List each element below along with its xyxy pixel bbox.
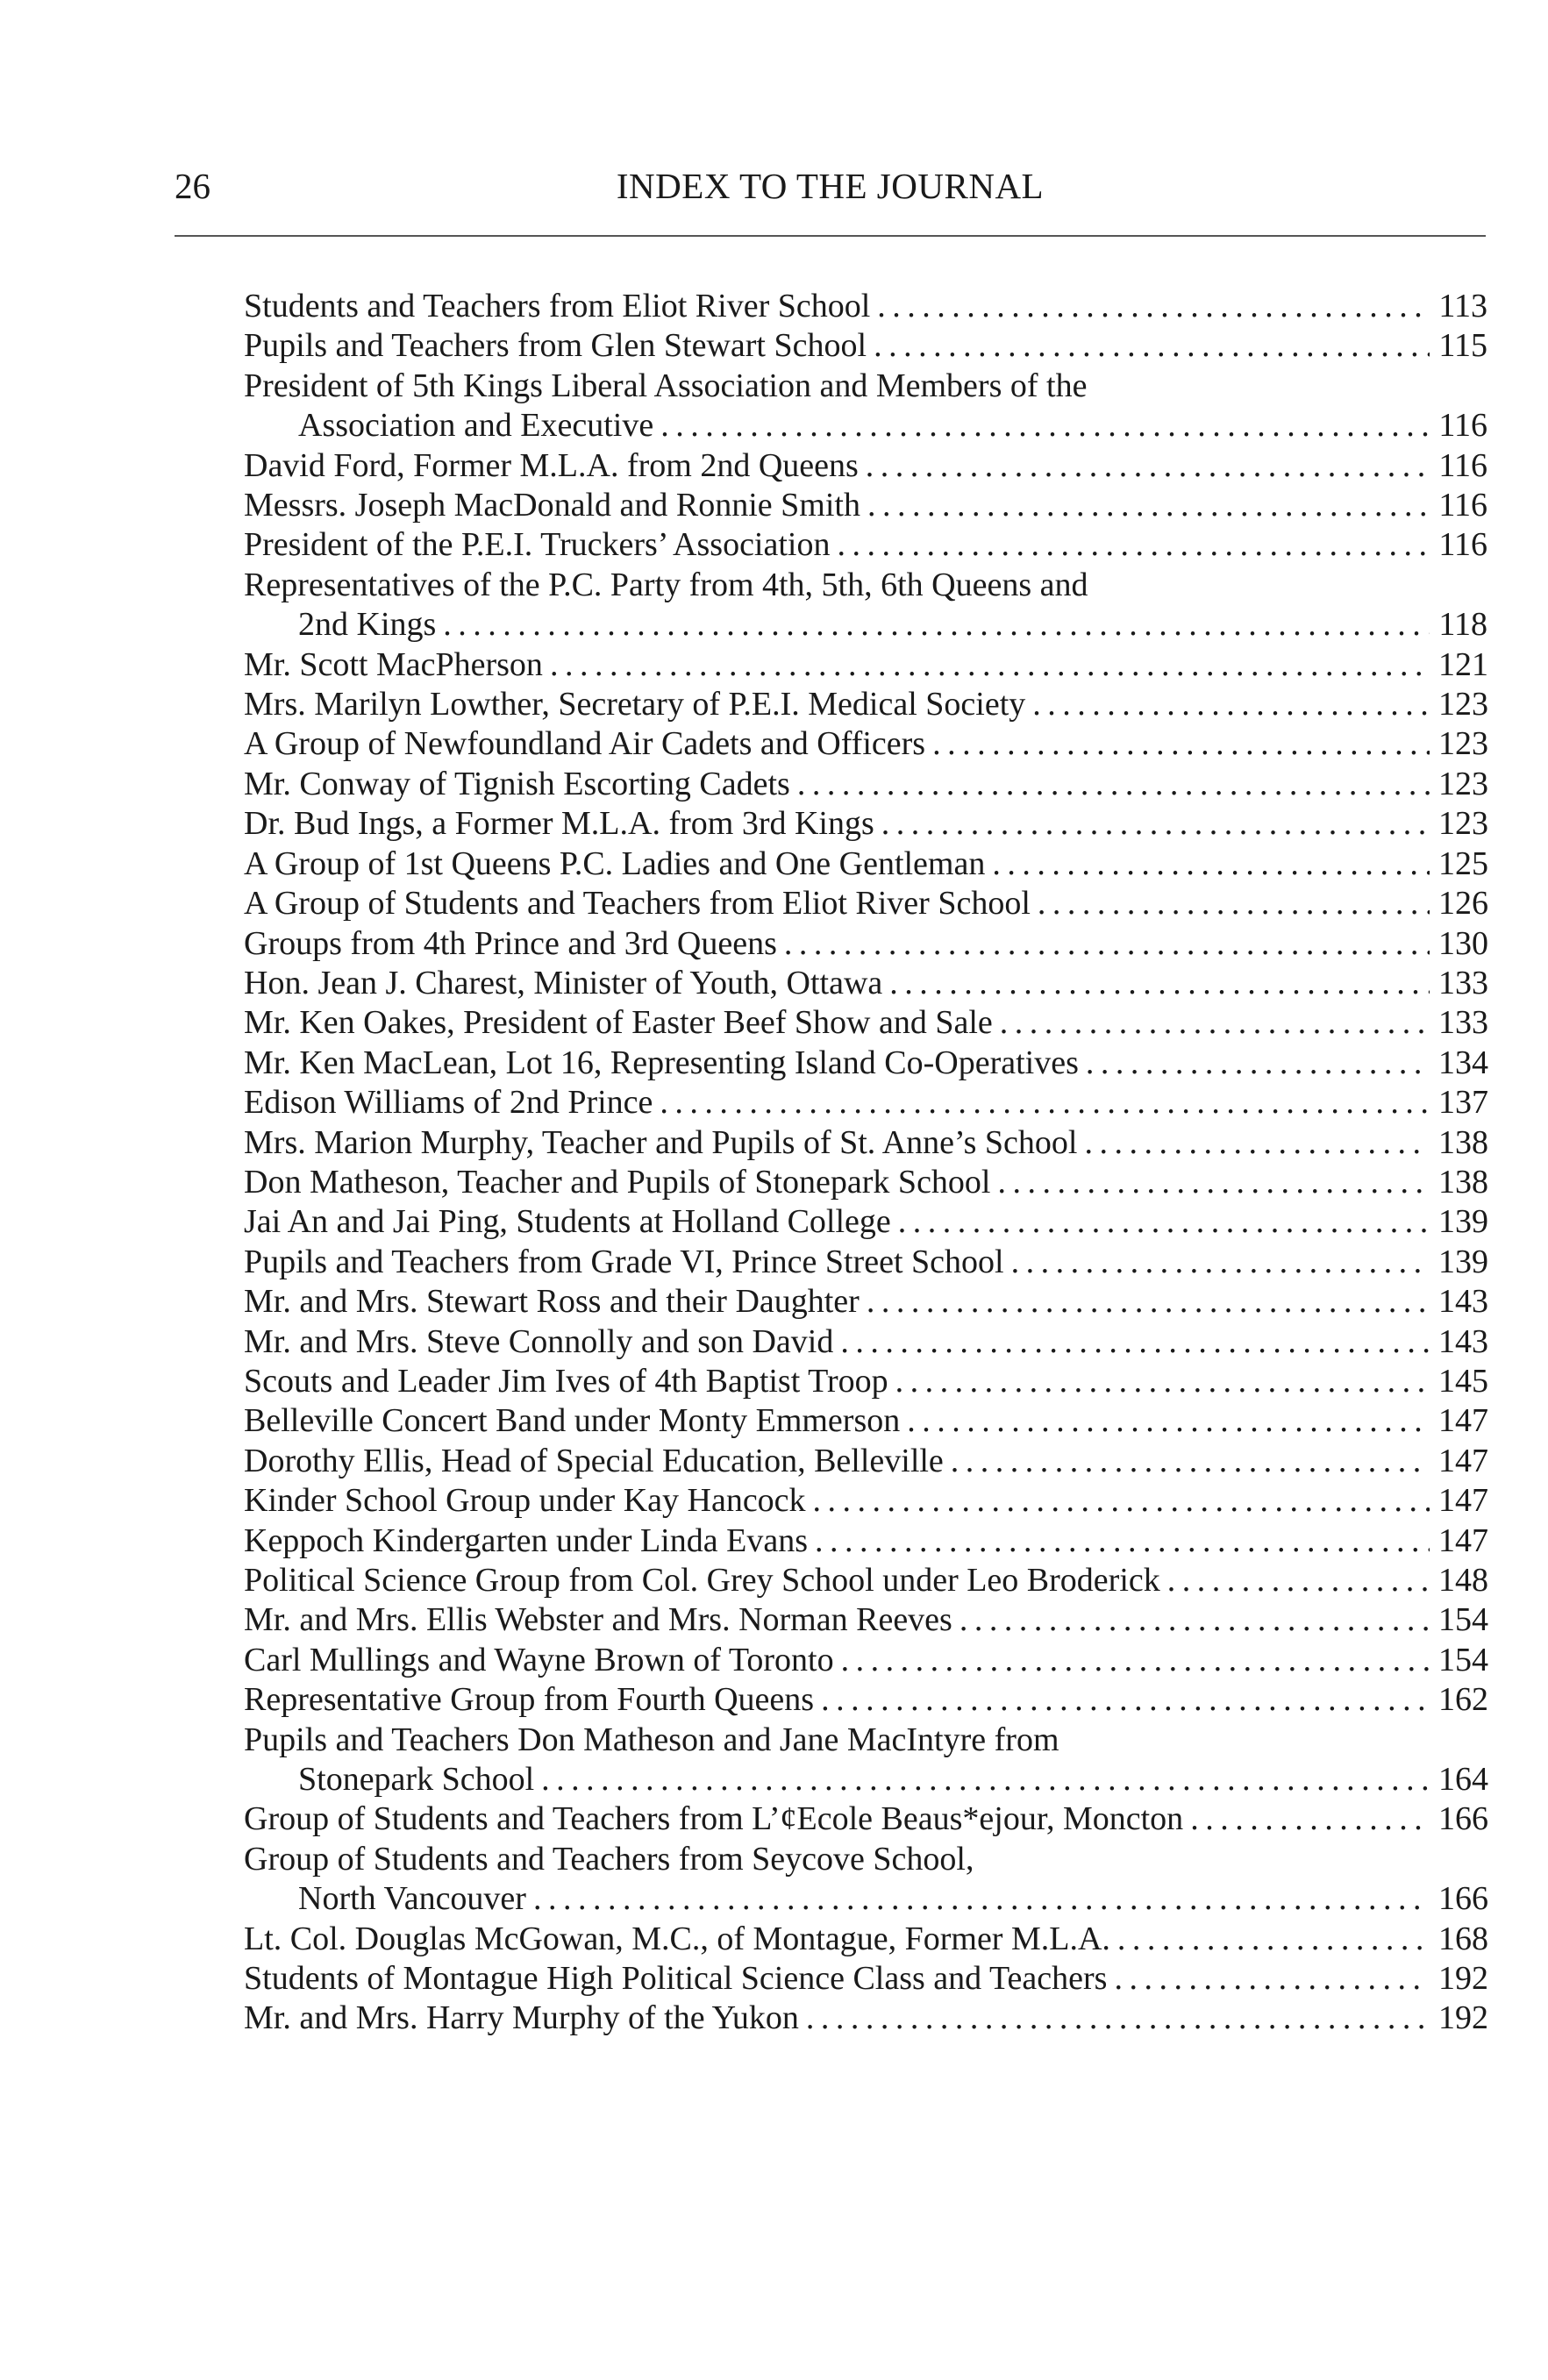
entry-text: Mr. and Mrs. Steve Connolly and son David xyxy=(244,1322,834,1360)
index-entry xyxy=(244,1561,1487,1600)
entry-text: A Group of Students and Teachers from Eliot River School xyxy=(244,885,1031,923)
entry-row xyxy=(244,964,1487,1003)
entry-row xyxy=(244,804,1487,844)
entry-page-number: 116 xyxy=(1438,526,1487,564)
entry-page-number: 138 xyxy=(1438,1163,1488,1201)
entry-row xyxy=(244,605,1487,645)
entry-row xyxy=(244,1044,1487,1083)
index-entry xyxy=(244,1442,1487,1481)
entry-row xyxy=(244,1920,1487,1959)
entry-page-number: 143 xyxy=(1438,1283,1488,1321)
entry-page-number: 123 xyxy=(1438,765,1488,802)
dot-leader xyxy=(1190,1799,1430,1839)
entry-text: Edison Williams of 2nd Prince xyxy=(244,1084,653,1122)
dot-leader xyxy=(1114,1959,1430,1999)
entry-text-lead: Representatives of the P.C. Party from 4th, 5th, 6th Queens and xyxy=(244,566,1088,603)
index-entry xyxy=(244,1600,1487,1640)
entry-row xyxy=(244,765,1487,804)
entry-page-number: 147 xyxy=(1438,1442,1488,1479)
dot-leader xyxy=(1117,1920,1430,1959)
entry-page-number: 133 xyxy=(1438,964,1488,1001)
dot-leader xyxy=(533,1879,1430,1919)
entry-text-lead: Pupils and Teachers Don Matheson and Jane MacIntyre from xyxy=(244,1721,1059,1758)
entry-page-number: 147 xyxy=(1438,1402,1488,1440)
index-entry xyxy=(244,1083,1487,1122)
entry-row xyxy=(244,844,1487,884)
entry-text: North Vancouver xyxy=(298,1880,526,1918)
entry-page-number: 148 xyxy=(1438,1562,1488,1599)
entry-text: President of the P.E.I. Truckers’ Association xyxy=(244,526,831,564)
entry-text: Mr. Scott MacPherson xyxy=(244,645,543,683)
index-entry xyxy=(244,1721,1487,1800)
entry-page-number: 143 xyxy=(1438,1322,1488,1360)
entry-text: Group of Students and Teachers from L’¢Ecole Beaus*ejour, Moncton xyxy=(244,1800,1184,1838)
entry-page-number: 116 xyxy=(1438,407,1487,445)
entry-page-number: 113 xyxy=(1438,288,1487,324)
entry-page-number: 192 xyxy=(1438,1960,1488,1998)
index-list xyxy=(244,287,1487,2039)
entry-text: Mr. Conway of Tignish Escorting Cadets xyxy=(244,765,790,802)
entry-row xyxy=(244,1561,1487,1600)
index-entry xyxy=(244,486,1487,525)
entry-page-number: 166 xyxy=(1438,1800,1488,1838)
dot-leader xyxy=(959,1600,1430,1640)
entry-page-number: 145 xyxy=(1438,1362,1488,1400)
index-entry xyxy=(244,1481,1487,1521)
entry-text: Mr. Ken MacLean, Lot 16, Representing Island Co-Operatives xyxy=(244,1044,1079,1081)
entry-row xyxy=(244,1083,1487,1122)
entry-text: Belleville Concert Band under Monty Emmerson xyxy=(244,1402,901,1440)
dot-leader xyxy=(840,1322,1430,1362)
index-entry xyxy=(244,367,1487,446)
entry-row xyxy=(244,1959,1487,1999)
index-entry xyxy=(244,1003,1487,1043)
index-entry xyxy=(244,287,1487,326)
entry-row xyxy=(244,1879,1487,1919)
dot-leader xyxy=(932,724,1430,764)
entry-row xyxy=(244,1760,1487,1799)
entry-page-number: 166 xyxy=(1438,1880,1488,1918)
dot-leader xyxy=(541,1760,1430,1799)
dot-leader xyxy=(821,1680,1430,1720)
dot-leader xyxy=(898,1202,1430,1242)
dot-leader xyxy=(660,406,1430,445)
header-rule xyxy=(175,235,1486,237)
dot-leader xyxy=(866,446,1430,486)
dot-leader xyxy=(1086,1044,1430,1083)
entry-row xyxy=(244,1999,1487,2038)
dot-leader xyxy=(550,645,1430,685)
dot-leader xyxy=(806,1999,1430,2038)
entry-page-number: 154 xyxy=(1438,1641,1488,1678)
index-entry xyxy=(244,1840,1487,1920)
index-entry xyxy=(244,1920,1487,1959)
entry-text: Jai An and Jai Ping, Students at Holland College xyxy=(244,1203,891,1241)
entry-row xyxy=(244,1322,1487,1362)
index-entry xyxy=(244,1521,1487,1561)
dot-leader xyxy=(907,1401,1430,1441)
dot-leader xyxy=(889,964,1430,1003)
index-entry xyxy=(244,1799,1487,1839)
entry-page-number: 164 xyxy=(1438,1761,1488,1799)
entry-row xyxy=(244,1123,1487,1163)
entry-text: Hon. Jean J. Charest, Minister of Youth, Ottawa xyxy=(244,964,883,1001)
entry-text: Association and Executive xyxy=(298,407,654,445)
index-entry xyxy=(244,446,1487,486)
running-title: INDEX TO THE JOURNAL xyxy=(616,166,1045,206)
dot-leader xyxy=(797,765,1430,804)
entry-row xyxy=(244,884,1487,923)
dot-leader xyxy=(874,326,1430,366)
dot-leader xyxy=(867,486,1430,525)
dot-leader xyxy=(867,1282,1430,1322)
page-number: 26 xyxy=(175,166,210,206)
index-entry xyxy=(244,924,1487,964)
index-entry xyxy=(244,1202,1487,1242)
dot-leader xyxy=(443,605,1430,645)
index-entry xyxy=(244,884,1487,923)
dot-leader xyxy=(951,1442,1430,1481)
entry-page-number: 123 xyxy=(1438,805,1488,843)
index-entry xyxy=(244,1282,1487,1322)
entry-page-number: 126 xyxy=(1438,885,1488,923)
index-entry xyxy=(244,1401,1487,1441)
entry-page-number: 116 xyxy=(1438,487,1487,524)
entry-text-lead: President of 5th Kings Liberal Association and Members of the xyxy=(244,367,1088,404)
entry-text: Groups from 4th Prince and 3rd Queens xyxy=(244,924,777,962)
entry-row xyxy=(244,446,1487,486)
entry-text: Mr. Ken Oakes, President of Easter Beef Show and Sale xyxy=(244,1004,993,1042)
index-entry xyxy=(244,765,1487,804)
entry-text-lead: Group of Students and Teachers from Seycove School, xyxy=(244,1840,974,1878)
dot-leader xyxy=(881,804,1430,844)
index-entry xyxy=(244,1362,1487,1401)
index-entry xyxy=(244,804,1487,844)
index-entry xyxy=(244,645,1487,685)
dot-leader xyxy=(998,1163,1430,1202)
entry-row xyxy=(244,1401,1487,1441)
entry-text: Stonepark School xyxy=(298,1761,535,1799)
entry-row xyxy=(244,1521,1487,1561)
entry-row xyxy=(244,1243,1487,1282)
dot-leader xyxy=(660,1083,1430,1122)
entry-page-number: 116 xyxy=(1438,446,1487,484)
dot-leader xyxy=(1000,1003,1430,1043)
entry-row xyxy=(244,645,1487,685)
dot-leader xyxy=(1084,1123,1430,1163)
entry-page-number: 123 xyxy=(1438,686,1488,723)
entry-row xyxy=(244,287,1487,326)
entry-page-number: 123 xyxy=(1438,725,1488,763)
entry-row xyxy=(244,685,1487,724)
entry-text: Students of Montague High Political Science Class and Teachers xyxy=(244,1960,1108,1998)
entry-row xyxy=(244,1202,1487,1242)
entry-text: Mr. and Mrs. Stewart Ross and their Daughter xyxy=(244,1283,860,1321)
entry-page-number: 138 xyxy=(1438,1123,1488,1161)
index-entry xyxy=(244,1123,1487,1163)
index-entry xyxy=(244,326,1487,366)
entry-text: Representative Group from Fourth Queens xyxy=(244,1681,815,1719)
index-entry xyxy=(244,964,1487,1003)
entry-row xyxy=(244,406,1487,445)
entry-row xyxy=(244,1003,1487,1043)
entry-row xyxy=(244,1641,1487,1680)
entry-page-number: 118 xyxy=(1438,606,1487,644)
entry-text: 2nd Kings xyxy=(298,606,437,644)
page-header xyxy=(175,160,1486,212)
entry-text: Mr. and Mrs. Harry Murphy of the Yukon xyxy=(244,1999,799,2037)
index-entry xyxy=(244,685,1487,724)
index-entry xyxy=(244,1163,1487,1202)
entry-page-number: 147 xyxy=(1438,1521,1488,1559)
entry-text: Pupils and Teachers from Glen Stewart School xyxy=(244,327,867,365)
entry-text: Pupils and Teachers from Grade VI, Prince Street School xyxy=(244,1243,1004,1280)
index-entry xyxy=(244,1959,1487,1999)
entry-page-number: 134 xyxy=(1438,1044,1488,1081)
index-entry xyxy=(244,724,1487,764)
entry-text: Mr. and Mrs. Ellis Webster and Mrs. Norman Reeves xyxy=(244,1601,952,1639)
entry-text: Mrs. Marion Murphy, Teacher and Pupils of St. Anne’s School xyxy=(244,1123,1078,1161)
entry-text: Carl Mullings and Wayne Brown of Toronto xyxy=(244,1641,834,1678)
entry-text: Kinder School Group under Kay Hancock xyxy=(244,1482,806,1520)
entry-page-number: 139 xyxy=(1438,1243,1488,1280)
index-entry xyxy=(244,1641,1487,1680)
dot-leader xyxy=(784,924,1430,964)
entry-text: Dorothy Ellis, Head of Special Education, Belleville xyxy=(244,1442,944,1479)
dot-leader xyxy=(815,1521,1430,1561)
entry-text: A Group of Newfoundland Air Cadets and Officers xyxy=(244,725,926,763)
dot-leader xyxy=(877,287,1430,326)
entry-row xyxy=(244,1600,1487,1640)
entry-text: A Group of 1st Queens P.C. Ladies and One Gentleman xyxy=(244,844,986,882)
dot-leader xyxy=(813,1481,1430,1521)
entry-text: Political Science Group from Col. Grey School under Leo Broderick xyxy=(244,1562,1160,1599)
dot-leader xyxy=(1038,884,1430,923)
dot-leader xyxy=(1167,1561,1430,1600)
entry-page-number: 133 xyxy=(1438,1004,1488,1042)
index-entry xyxy=(244,1680,1487,1720)
entry-row xyxy=(244,1282,1487,1322)
entry-page-number: 168 xyxy=(1438,1920,1488,1957)
entry-text: Students and Teachers from Eliot River School xyxy=(244,288,871,324)
entry-row xyxy=(244,1481,1487,1521)
index-entry xyxy=(244,566,1487,645)
dot-leader xyxy=(1032,685,1430,724)
entry-page-number: 125 xyxy=(1438,844,1488,882)
entry-row xyxy=(244,1680,1487,1720)
entry-page-number: 139 xyxy=(1438,1203,1488,1241)
dot-leader xyxy=(992,844,1430,884)
entry-page-number: 137 xyxy=(1438,1084,1488,1122)
entry-page-number: 121 xyxy=(1438,645,1488,683)
dot-leader xyxy=(841,1641,1430,1680)
entry-text: Scouts and Leader Jim Ives of 4th Baptist Troop xyxy=(244,1362,888,1400)
entry-row xyxy=(244,924,1487,964)
index-entry xyxy=(244,1243,1487,1282)
entry-row xyxy=(244,326,1487,366)
entry-row xyxy=(244,525,1487,565)
dot-leader xyxy=(837,525,1430,565)
entry-text: Dr. Bud Ings, a Former M.L.A. from 3rd Kings xyxy=(244,805,874,843)
entry-page-number: 192 xyxy=(1438,1999,1488,2037)
entry-page-number: 115 xyxy=(1438,327,1487,365)
index-entry xyxy=(244,1044,1487,1083)
entry-text: Keppoch Kindergarten under Linda Evans xyxy=(244,1521,808,1559)
index-entry xyxy=(244,525,1487,565)
entry-text: Don Matheson, Teacher and Pupils of Stonepark School xyxy=(244,1163,991,1201)
entry-page-number: 154 xyxy=(1438,1601,1488,1639)
dot-leader xyxy=(895,1362,1430,1401)
entry-text: Lt. Col. Douglas McGowan, M.C., of Montague, Former M.L.A. xyxy=(244,1920,1110,1957)
entry-row xyxy=(244,1163,1487,1202)
entry-row xyxy=(244,486,1487,525)
entry-page-number: 162 xyxy=(1438,1681,1488,1719)
entry-page-number: 130 xyxy=(1438,924,1488,962)
entry-row xyxy=(244,724,1487,764)
entry-text: David Ford, Former M.L.A. from 2nd Queens xyxy=(244,446,859,484)
entry-row xyxy=(244,1442,1487,1481)
entry-row xyxy=(244,1362,1487,1401)
index-entry xyxy=(244,844,1487,884)
entry-row xyxy=(244,1799,1487,1839)
entry-text: Mrs. Marilyn Lowther, Secretary of P.E.I. Medical Society xyxy=(244,686,1026,723)
index-entry xyxy=(244,1999,1487,2038)
entry-text: Messrs. Joseph MacDonald and Ronnie Smith xyxy=(244,487,860,524)
entry-page-number: 147 xyxy=(1438,1482,1488,1520)
index-entry xyxy=(244,1322,1487,1362)
dot-leader xyxy=(1011,1243,1430,1282)
